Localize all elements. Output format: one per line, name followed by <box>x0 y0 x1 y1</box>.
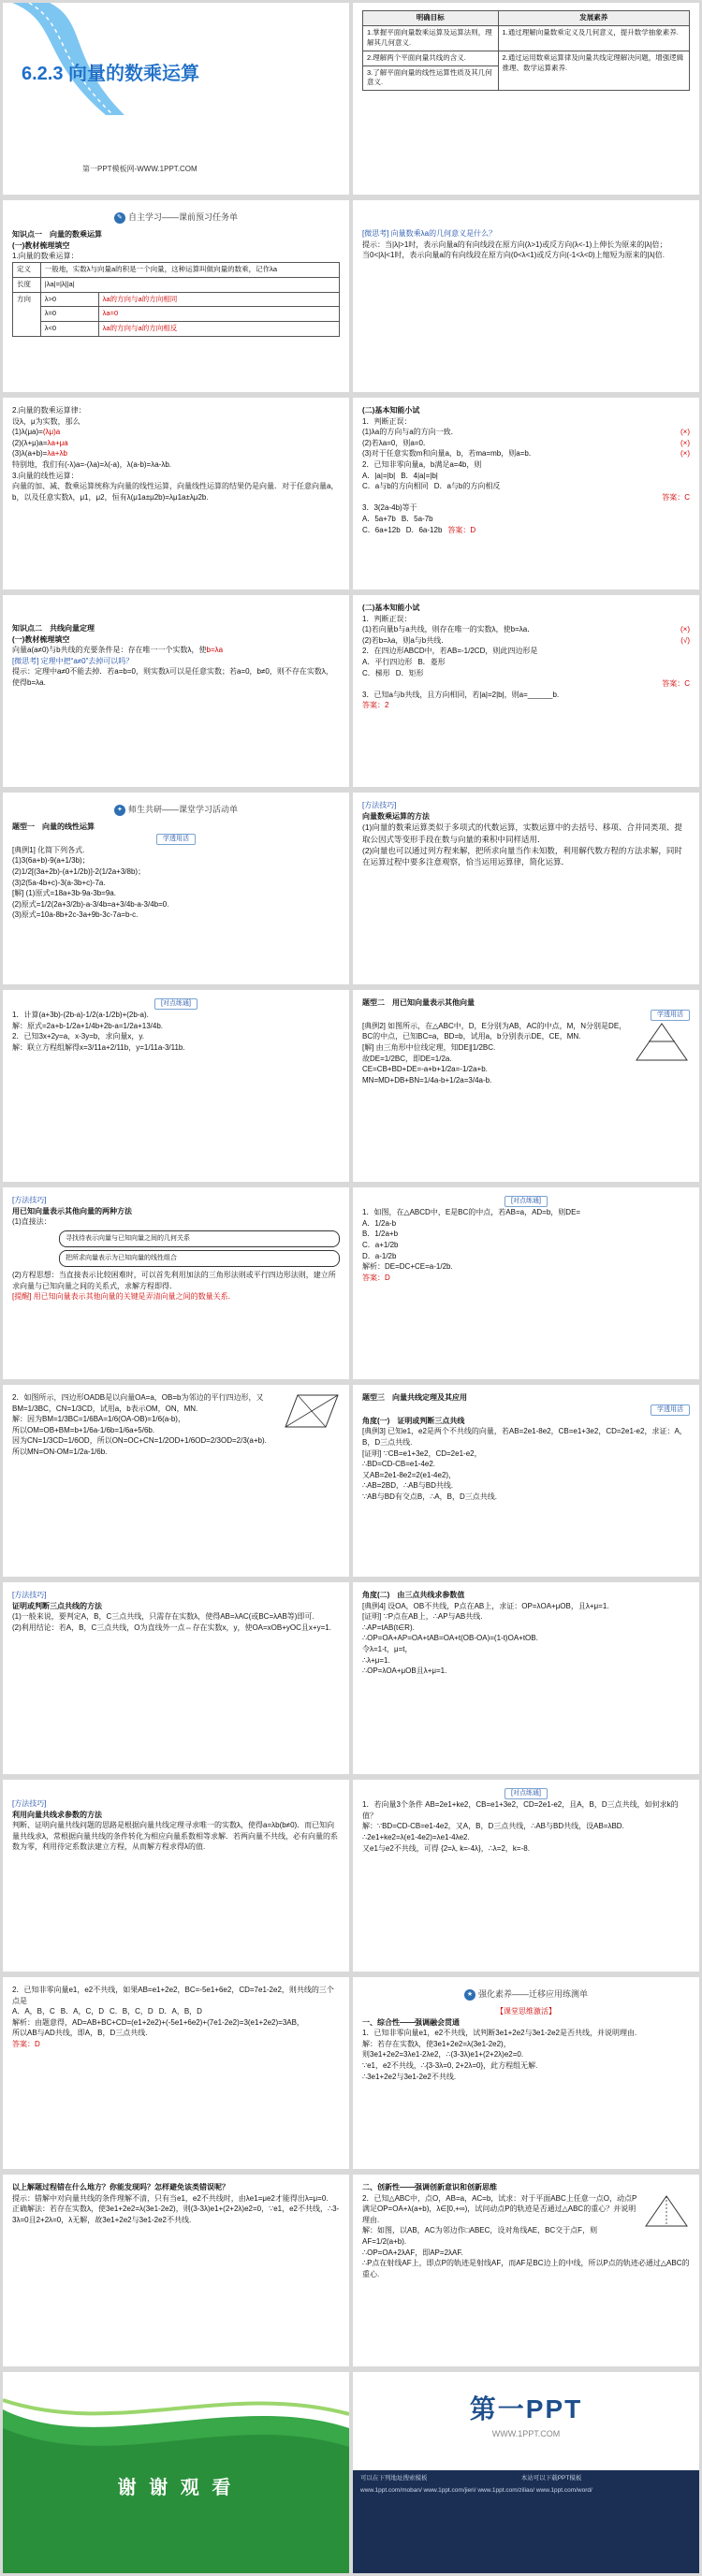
solution: ∵e1，e2不共线，∴{3-3λ=0, 2+2λ=0}，此方程组无解. <box>362 2061 538 2071</box>
page-title: 6.2.3 向量的数乘运算 <box>22 64 200 84</box>
theorem: 向量a(a≠0)与b共线的充要条件是：存在唯一一个实数λ，使b=λa <box>12 646 224 655</box>
slide-laws <box>3 398 349 589</box>
slide-thanks <box>3 2372 349 2573</box>
star-icon: ★ <box>464 1989 475 2001</box>
method-title: 向量数乘运算的方法 <box>362 811 430 821</box>
road-graphic <box>3 3 124 115</box>
option: A．1/2a-b <box>362 1218 397 1228</box>
solution: MN=MD+DB+BN=1/4a-b+1/2a=3/4a-b. <box>362 1075 492 1084</box>
type-title: 题型三 向量共线定理及其应用 <box>362 1393 467 1402</box>
solution: 则3e1+2e2=3λe1-2λe2，∴(3-3λ)e1+(2+2λ)e2=0. <box>362 2050 524 2059</box>
tag: [对点练通] <box>154 998 197 1010</box>
options: A．|a|=|b| B．4|a|=|b| <box>362 471 438 480</box>
subhead: 二、创新性——强调创新意识和创新思维 <box>362 2183 497 2191</box>
paragraph: (2)利用结论：若A，B，C三点共线，O为直线外一点⇔存在实数x，y，使OA=xOB+yOC且x+y=1. <box>12 1623 331 1632</box>
item: (3)2(5a-4b+c)-3(a-3b+c)-7a. <box>12 878 106 887</box>
solution: 解析：由题意得，AD=AB+BC+CD=(e1+2e2)+(-5e1+6e2)+(7e1-2e2)=3(e1+2e2)=3AB， <box>12 2017 304 2027</box>
judge-1: (1)λa的方向与a的方向一致． (×) <box>362 428 690 437</box>
note: 可以在下列地址搜索模板 <box>360 2475 428 2481</box>
item: 1.向量的数乘运算： <box>12 252 79 261</box>
solution: ∴AP=tAB(t∈R). <box>362 1623 415 1632</box>
solution: 解：原式=2a+b-1/2a+1/4b+2b-a=1/2a+13/4b. <box>12 1021 164 1030</box>
slide-practice-2 <box>353 1187 699 1379</box>
answer: 答案：C <box>662 492 690 502</box>
solution: 解析：DE=DC+CE=a-1/2b. <box>362 1262 453 1272</box>
solution: 故DE=1/2BC，即DE=1/2a. <box>362 1054 452 1063</box>
cell: λa的方向与a的方向相同 <box>98 292 339 307</box>
reminder: [提醒] 用已知向量表示其他向量的关键是弄清向量之间的数量关系． <box>12 1292 236 1302</box>
law-1: (1)λ(μa)=(λμ)a <box>12 428 61 437</box>
solution: [证明] ∵P点在AB上，∴AP与AB共线. <box>362 1612 483 1622</box>
solution: 令λ=1-t，μ=t， <box>362 1644 413 1653</box>
item: 1．判断正误： <box>362 614 412 623</box>
slide-ad <box>353 2372 699 2573</box>
question: 2．已知非零向量a，b满足a=4b，则 <box>362 459 482 469</box>
solution: ∴2e1+ke2=λ(e1-4e2)=λe1-4λe2. <box>362 1832 470 1841</box>
paragraph: (1)向量的数乘运算类似于多项式的代数运算，实数运算中的去括号、移项、合并同类项、提取公因式等变形手段在数与向量的乘积中同样适用． <box>362 822 682 844</box>
solution: ∴3e1+2e2与3e1-2e2不共线. <box>362 2072 457 2081</box>
subhead: (二)基本知能小试 <box>362 406 420 415</box>
item: 设λ，μ为实数，那么 <box>12 416 80 426</box>
item: (2)1/2[(3a+2b)-(a+1/2b)]-2(1/2a+3/8b)； <box>12 866 146 876</box>
slide-innovation <box>353 2175 699 2366</box>
parallelogram-diagram <box>284 1392 340 1430</box>
solution: ∵AB与BD有交点B，∴A，B，D三点共线. <box>362 1492 497 1501</box>
solution: [解] (1)原式=18a+3b-9a-3b=9a. <box>12 889 116 898</box>
item: 1．判断正误： <box>362 416 412 426</box>
answer: 答案：D <box>12 2039 40 2048</box>
paragraph: (2)方程思想：当直接表示比较困难时，可以首先利用加法的三角形法则或平行四边形法则，建立所求向量与已知向量之间的关系式，求解方程即得． <box>12 1271 336 1290</box>
solution: (3)原式=10a-8b+2c-3a+9b-3c-7a=b-c. <box>12 910 139 920</box>
solution: ∴AB=2BD，∴AB与BD共线. <box>362 1481 454 1491</box>
cell: λa的方向与a的方向相反 <box>98 322 339 337</box>
question: 1．计算(a+3b)-(2b-a)-1/2(a-1/2b)+(2b-a). <box>12 1011 149 1020</box>
question: 2．已知非零向量e1，e2不共线，如果AB=e1+2e2，BC=-5e1+6e2，CD=7e1-2e2，则共线的三个点是 <box>12 1986 334 2005</box>
tag: [对点练通] <box>505 1196 548 1207</box>
answer: 答案：D <box>362 1273 390 1282</box>
question: 1．若向量3个条件 AB=2e1+ke2，CB=e1+3e2，CD=2e1-e2，且A，B，D三点共线，如何求k的值？ <box>362 1800 679 1820</box>
question: 2．在四边形ABCD中，若AB=-1/2CD，则此四边形是 <box>362 647 538 656</box>
question: 以上解题过程错在什么地方？你能发现吗？怎样避免该类错误呢？ <box>12 2183 229 2191</box>
judge-2: (2)若λa=0，则a=0． (×) <box>362 438 690 447</box>
cell: 1.通过理解向量数乘定义及几何意义，提升数学抽象素养. <box>498 25 689 51</box>
solution: 又e1与e2不共线，可得 {2=λ, k=-4λ}，∴λ=2，k=-8. <box>362 1843 530 1853</box>
slide-practice-5 <box>3 1977 349 2169</box>
green-wave <box>3 2372 349 2573</box>
slide-collinear <box>3 595 349 787</box>
options: A．A，B，C B．A，C，D C．B，C，D D．A，B，D <box>12 2007 202 2016</box>
cell: λ=0 <box>40 307 98 322</box>
option: C．a+1/2b <box>362 1240 399 1249</box>
solution: 所以MN=ON-OM=1/2a-1/6b. <box>12 1447 108 1456</box>
footer-text: 第一PPT模板网-WWW.1PPT.COM <box>82 165 197 173</box>
options: C．梯形 D．矩形 <box>362 668 424 677</box>
paragraph: 判断、证明向量共线问题的思路是根据向量共线定理寻求唯一的实数λ，使得a=λb(b≠0)．而已知向量共线求λ，常根据向量共线的条件转化为相应向量系数相等求解．若两向量不共线，必有向量的系数为零，利用待定系数法建立方程，从而解方程求得λ的值. <box>12 1821 338 1852</box>
cell: 2.理解两个平面向量共线的含义. <box>363 51 499 65</box>
answer: 答案：2 <box>362 701 389 710</box>
method-title: 证明或判断三点共线的方法 <box>12 1601 102 1610</box>
tag: 学透用活 <box>651 1404 690 1416</box>
solution: ∴BD=CD-CB=e1-4e2. <box>362 1460 436 1469</box>
cell: 方向 <box>13 292 41 337</box>
slide-practice-4 <box>353 1780 699 1972</box>
cell: λ>0 <box>40 292 98 307</box>
question: 3．3(2a-4b)等于 <box>362 503 417 513</box>
objective-table <box>362 10 690 91</box>
judge-2: (2)若b=λa，则a与b共线． (√) <box>362 635 690 645</box>
method-tag: [方法技巧] <box>12 1591 47 1599</box>
slide-type2 <box>353 990 699 1182</box>
question: 2．已知3x+2y=a，x-3y=b，求向量x，y. <box>12 1032 145 1041</box>
hint: 提示：定理中a≠0不能去掉．若a=b=0，则实数λ可以是任意实数；若a=0，b≠0，则不存在实数λ，使得b=λa. <box>12 667 333 687</box>
slide-practice-3 <box>3 1385 349 1577</box>
slide-self-study <box>3 200 349 392</box>
method-title: 用已知向量表示其他向量的两种方法 <box>12 1206 132 1215</box>
thanks-text: 谢 谢 观 看 <box>117 2478 235 2498</box>
slide-type1 <box>3 793 349 984</box>
definition-table <box>12 262 340 337</box>
step-box: 把所求向量表示为已知向量的线性组合 <box>59 1250 340 1267</box>
book-icon: ✎ <box>114 212 125 224</box>
option: B．1/2a+b <box>362 1230 399 1239</box>
people-icon: ✦ <box>114 805 125 816</box>
example: [典例1] 化简下列各式. <box>12 845 85 854</box>
solution: ∴λ+μ=1. <box>362 1655 390 1665</box>
tag: [对点练通] <box>505 1788 548 1799</box>
slide-method-3 <box>3 1582 349 1774</box>
logo-text: 第一PPT <box>469 2394 583 2423</box>
slide-angle2 <box>353 1582 699 1774</box>
solution: ∴P点在射线AF上，即点P的轨迹是射线AF，而AF是BC边上的中线，所以P点的轨迹必通过△ABC的重心. <box>362 2259 690 2278</box>
subhead: (二)基本知能小试 <box>362 604 420 612</box>
answer: 答案：C <box>662 679 690 689</box>
example: [典例4] 设OA，OB不共线，P点在AB上，求证：OP=λOA+μOB，且λ+μ=1. <box>362 1601 609 1610</box>
question: 2．如图所示，四边形OADB是以向量OA=a，OB=b为邻边的平行四边形，又BM=1/3BC，CN=1/3CD，试用a，b表示OM，ON，MN. <box>12 1393 264 1413</box>
footer-panel <box>353 2470 699 2573</box>
item: 3.向量的线性运算： <box>12 471 79 480</box>
option: D．a-1/2b <box>362 1251 397 1260</box>
options: A．5a+7b B．5a-7b <box>362 514 433 523</box>
question: 3．已知a与b共线，且方向相同，若|a|=2|b|，则a=______b. <box>362 690 560 699</box>
question: 1．已知非零向量e1，e2不共线，试判断3e1+2e2与3e1-2e2是否共线，并说明理由. <box>362 2029 637 2038</box>
slide-think <box>353 200 699 392</box>
solution: 所以OM=OB+BM=b+1/6a-1/6b=1/6a+5/6b. <box>12 1425 155 1434</box>
example: [典例2] 如图所示，在△ABC中，D，E分别为AB，AC的中点，M，N分别是DE，BC的中点，已知BC=a，BD=b，试用a，b分别表示DE，CE，MN. <box>362 1021 627 1041</box>
slide-type3 <box>353 1385 699 1577</box>
slide-title <box>3 3 349 195</box>
question: 1．如图，在△ABCD中，E是BC的中点，若AB=a，AD=b，则DE= <box>362 1208 581 1217</box>
options: C．6a+12b D．6a-12b 答案：D <box>362 525 476 534</box>
col-literacy: 发展素养 <box>498 11 689 26</box>
item: (1)直接法： <box>12 1217 51 1227</box>
solution: 解：∵BD=CD-CB=e1-4e2，又A，B，D三点共线，∴AB与BD共线，设AB=λBD. <box>362 1822 624 1831</box>
item: 特别地，我们有(-λ)a=-(λa)=λ(-a)，λ(a-b)=λa-λb. <box>12 459 172 469</box>
col-goals: 明确目标 <box>363 11 499 26</box>
subhead: 【课堂思维激活】 <box>496 2007 556 2016</box>
knowledge-title: 知识点二 共线向量定理 <box>12 624 95 633</box>
solution: 所以AB与AD共线，即A，B，D三点共线. <box>12 2029 148 2038</box>
note: 本站可以下载PPT模板 <box>520 2475 582 2481</box>
solution: [证明] ∵CB=e1+3e2，CD=2e1-e2， <box>362 1448 482 1458</box>
cell: λa=0 <box>98 307 339 322</box>
subhead: 一、综合性——强调融会贯通 <box>362 2017 460 2027</box>
slide-objectives <box>353 3 699 195</box>
cell: 3.了解平面向量的线性运算性质及其几何意义. <box>363 65 499 91</box>
item: (1)3(6a+b)-9(a+1/3b)； <box>12 856 90 866</box>
tag: 学透用活 <box>156 834 196 845</box>
angle-title: 角度(一) 证明或判断三点共线 <box>362 1416 465 1425</box>
slide-quiz-2 <box>353 595 699 787</box>
cell: 1.掌握平面向量数乘运算及运算法则，理解其几何意义. <box>363 25 499 51</box>
method-tag: [方法技巧] <box>12 1196 47 1204</box>
solution: 又AB=2e1-8e2=2(e1-4e2)， <box>362 1470 457 1479</box>
method-tag: [方法技巧] <box>362 801 397 809</box>
slide-method-2 <box>3 1187 349 1379</box>
question: [微思考] 定理中把“a≠0”去掉可以吗？ <box>12 656 134 665</box>
solution: CE=CB+BD+DE=-a+b+1/2a=-1/2a+b. <box>362 1065 488 1074</box>
solution: ∴OP=OA+2λAF，即AP=2λAF. <box>362 2248 463 2257</box>
law-2: (2)(λ+μ)a=λa+μa <box>12 438 68 447</box>
item: 2.向量的数乘运算律： <box>12 406 86 415</box>
cell: λ<0 <box>40 322 98 337</box>
judge-3: (3)对于任意实数m和向量a，b，若ma=mb，则a=b． (×) <box>362 449 690 458</box>
paragraph: (2)向量也可以通过列方程来解，把所求向量当作未知数，利用解代数方程的方法求解，同时在运算过程中要多注意观察，恰当运用运算律，简化运算． <box>362 845 682 867</box>
hint: 提示：当|λ|>1时，表示向量a的有向线段在原方向(λ>1)或反方向(λ<-1)上伸长为原来的|λ|倍； <box>362 240 667 249</box>
solution: [解] 由三角形中位线定理，知DE∥1/2BC. <box>362 1042 496 1052</box>
solution: 正确解法：若存在实数λ，使3e1+2e2=λ(3e1-2e2)，则(3-3λ)e1+(2+2λ)e2=0，∵e1，e2不共线，∴3-3λ=0且2+2λ=0，λ无解，故3e1+2e2与3e1-2e2不共线. <box>12 2205 340 2224</box>
triangle-diagram <box>634 1021 690 1063</box>
solution: ∴OP=λOA+μOB且λ+μ=1. <box>362 1666 447 1676</box>
subhead: (一)教材梳理填空 <box>12 634 70 644</box>
slide-method-1 <box>353 793 699 984</box>
logo-url: WWW.1PPT.COM <box>491 2429 561 2438</box>
solution: ∴OP=OA+AP=OA+tAB=OA+t(OB-OA)=(1-t)OA+tOB. <box>362 1634 538 1643</box>
judge-1: (1)若向量b与a共线，则存在唯一的实数λ，使b=λa． (×) <box>362 625 690 634</box>
slide-practice-1 <box>3 990 349 1182</box>
slide-method-4 <box>3 1780 349 1972</box>
item: 向量的加、减、数乘运算统称为向量的线性运算，向量线性运算的结果仍是向量．对于任意向量a，b，以及任意实数λ，μ1，μ2，恒有λ(μ1a±μ2b)=λμ1a±λμ2b. <box>12 482 339 502</box>
type-title: 题型二 用已知向量表示其他向量 <box>362 998 475 1007</box>
question: 2．已知△ABC中，点O，AB=a，AC=b，试求：对于平面ABC上任意一点O，动点P满足OP=OA+λ(a+b)，λ∈[0,+∞)，试问动点P的轨迹是否通过△ABC的重心？并说明理由. <box>362 2193 637 2224</box>
section-head: ✦ 师生共研——课堂学习活动单 <box>12 804 340 816</box>
cell: 2.通过运用数乘运算律及向量共线定理解决问题，增强逻辑推理、数学运算素养. <box>498 51 689 91</box>
slide-error <box>3 2175 349 2366</box>
options: C．a与b的方向相同 D．a与b的方向相反 <box>362 482 501 491</box>
solution: 解：如图，以AB，AC为邻边作□ABEC，设对角线AE，BC交于点F，则AF=1/2(a+b). <box>362 2226 598 2246</box>
question: [微思考] 向量数乘λa的几何意义是什么？ <box>362 229 497 238</box>
solution: 因为CN=1/3CD=1/6OD，所以ON=OC+CN=1/2OD+1/6OD=2/3OD=2/3(a+b). <box>12 1436 267 1446</box>
cell: 定义 <box>13 262 41 277</box>
slide-literacy <box>353 1977 699 2169</box>
example: [典例3] 已知e1，e2是两个不共线的向量，若AB=2e1-8e2，CB=e1+3e2，CD=2e1-e2，求证：A，B，D三点共线. <box>362 1427 687 1447</box>
step-box: 寻找待表示向量与已知向量之间的几何关系 <box>59 1230 340 1247</box>
cell: |λa|=|λ||a| <box>40 277 339 292</box>
hint: 当0<|λ|<1时，表示向量a的有向线段在原方向(0<λ<1)或反方向(-1<λ<0)上缩短为原来的|λ|倍. <box>362 251 665 260</box>
angle-title: 角度(二) 由三点共线求参数值 <box>362 1591 465 1599</box>
law-3: (3)λ(a+b)=λa+λb <box>12 449 67 458</box>
cell: 长度 <box>13 277 41 292</box>
type-title: 题型一 向量的线性运算 <box>12 822 95 832</box>
url-list: www.1ppt.com/moban/ www.1ppt.com/jieri/ www.1ppt.com/ziliao/ www.1ppt.com/word/ <box>360 2487 592 2495</box>
solution: (2)原式=1/2(2a+3/2b)-a-3/4b=a+3/4b-a-3/4b=0. <box>12 899 169 909</box>
method-title: 利用向量共线求参数的方法 <box>12 1810 102 1819</box>
subhead: (一)教材梳理填空 <box>12 240 70 250</box>
paragraph: (1)一般来说，要判定A，B，C三点共线，只需存在实数λ，使得AB=λAC(或BC=λAB等)即可. <box>12 1612 314 1622</box>
solution: 解：联立方程组解得x=3/11a+2/11b，y=1/11a-3/11b. <box>12 1042 185 1052</box>
solution: 解：因为BM=1/3BC=1/6BA=1/6(OA-OB)=1/6(a-b)， <box>12 1415 185 1424</box>
tag: 学透用活 <box>651 1010 690 1021</box>
method-tag: [方法技巧] <box>12 1799 47 1808</box>
slide-quiz-1 <box>353 398 699 589</box>
hint: 提示：错解中对向量共线的条件理解不清，只有当e1，e2不共线时，由λe1=μe2才能得出λ=μ=0. <box>12 2193 329 2203</box>
triangle-diagram <box>638 2193 690 2231</box>
knowledge-title: 知识点一 向量的数乘运算 <box>12 230 102 240</box>
section-head: ★ 强化素养——迁移应用练测单 <box>362 1988 690 2001</box>
section-head: ✎ 自主学习——课前预习任务单 <box>12 211 340 224</box>
solution: 解：若存在实数λ，使3e1+2e2=λ(3e1-2e2)， <box>362 2039 511 2048</box>
cell: 一般地，实数λ与向量a的积是一个向量，这种运算叫做向量的数乘，记作λa <box>40 262 339 277</box>
options: A．平行四边形 B．菱形 <box>362 657 446 666</box>
